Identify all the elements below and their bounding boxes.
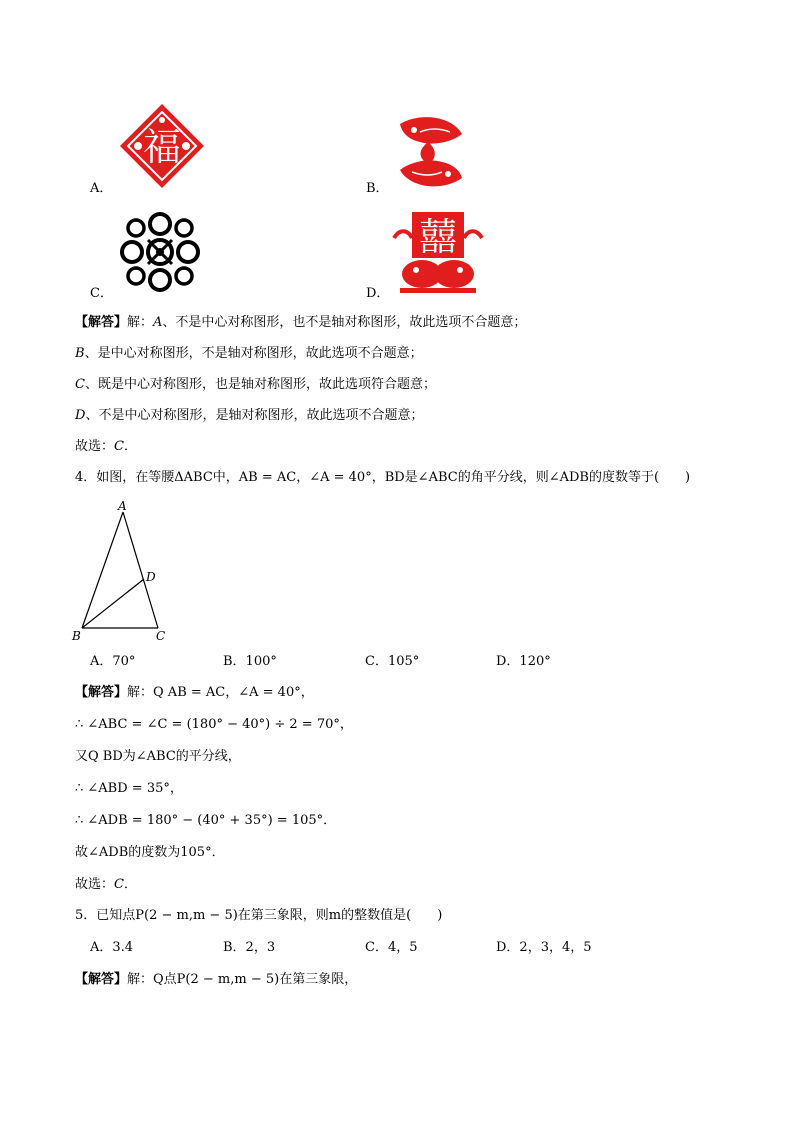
option-var-a: A: [153, 315, 163, 330]
q4-solution-line4: ∴ ∠ABD = 35°，: [75, 781, 183, 796]
solution-text: 、是中心对称图形，不是轴对称图形，故此选项不合题意；: [84, 346, 423, 361]
option-var-c: C: [75, 377, 85, 392]
q4-solution-line1: [75, 684, 314, 702]
option-b-figure: [390, 112, 472, 192]
q4-triangle-figure: [70, 498, 180, 644]
q4-option-b: B．100°: [223, 654, 277, 669]
option-a-label: A．: [90, 181, 113, 196]
vertex-label-b: B: [72, 629, 81, 643]
option-c-figure: [118, 210, 202, 294]
q3-solution-line3: [75, 376, 436, 394]
q5-option-c: C．4，5: [365, 940, 418, 955]
q4-option-d: D．120°: [496, 654, 551, 669]
option-d-figure: [390, 208, 486, 294]
q4-solution-line2: ∴ ∠ABC = ∠C = (180° − 40°) ÷ 2 = 70°，: [75, 717, 353, 732]
q3-solution-line2: [75, 345, 423, 363]
q4-solution-line6: 故∠ADB的度数为105°．: [75, 845, 225, 860]
q4-option-a: A．70°: [90, 654, 136, 669]
q4-solution-line3: 又Q BD为∠ABC的平分线，: [75, 749, 241, 764]
solution-tag: 【解答】: [75, 972, 128, 987]
solution-text: 解：Q AB = AC，∠A = 40°，: [127, 685, 314, 700]
q5-stem: 5．已知点P(2 − m,m − 5)在第三象限，则m的整数值是( ): [75, 908, 443, 923]
option-a-figure: [118, 102, 206, 190]
svg-text:福: 福: [142, 125, 182, 169]
vertex-label-a: A: [118, 499, 127, 513]
option-c-label: C．: [90, 286, 113, 301]
q3-solution-line1: [75, 314, 526, 332]
q5-option-a: A．3.4: [90, 940, 134, 955]
q4-option-c: C．105°: [365, 654, 420, 669]
answer-prefix: 故选：: [75, 877, 115, 892]
solution-text: 、不是中心对称图形，是轴对称图形，故此选项不合题意；: [85, 408, 424, 423]
answer-var: C: [114, 439, 124, 454]
q3-answer: [75, 438, 137, 456]
option-var-d: D: [75, 408, 86, 423]
q5-option-b: B．2，3: [223, 940, 276, 955]
q4-stem: 4．如图，在等腰ΔABC中，AB = AC，∠A = 40°，BD是∠ABC的角平分线，则∠ADB的度数等于( ): [75, 470, 691, 485]
q3-solution-line4: [75, 407, 423, 425]
solution-text: 解：Q点P(2 − m,m − 5)在第三象限，: [127, 972, 358, 987]
solution-text: 、既是中心对称图形，也是轴对称图形，故此选项符合题意；: [84, 377, 436, 392]
q5-solution-line1: [75, 971, 357, 989]
option-d-label: D．: [366, 286, 390, 301]
q5-option-d: D．2，3，4，5: [496, 940, 592, 955]
q4-answer: [75, 876, 137, 894]
vertex-label-c: C: [156, 629, 166, 643]
option-var-b: B: [75, 346, 85, 361]
answer-suffix: ．: [123, 877, 137, 892]
q4-solution-line5: ∴ ∠ADB = 180° − (40° + 35°) = 105°．: [75, 813, 337, 828]
option-b-label: B．: [366, 181, 389, 196]
solution-jie: 解：: [127, 315, 154, 330]
solution-text: 、不是中心对称图形，也不是轴对称图形，故此选项不合题意；: [162, 315, 527, 330]
solution-tag: 【解答】: [75, 315, 128, 330]
answer-var: C: [114, 877, 124, 892]
svg-text:囍: 囍: [418, 215, 458, 259]
solution-tag: 【解答】: [75, 685, 128, 700]
answer-prefix: 故选：: [75, 439, 115, 454]
vertex-label-d: D: [146, 570, 156, 584]
answer-suffix: ．: [123, 439, 137, 454]
